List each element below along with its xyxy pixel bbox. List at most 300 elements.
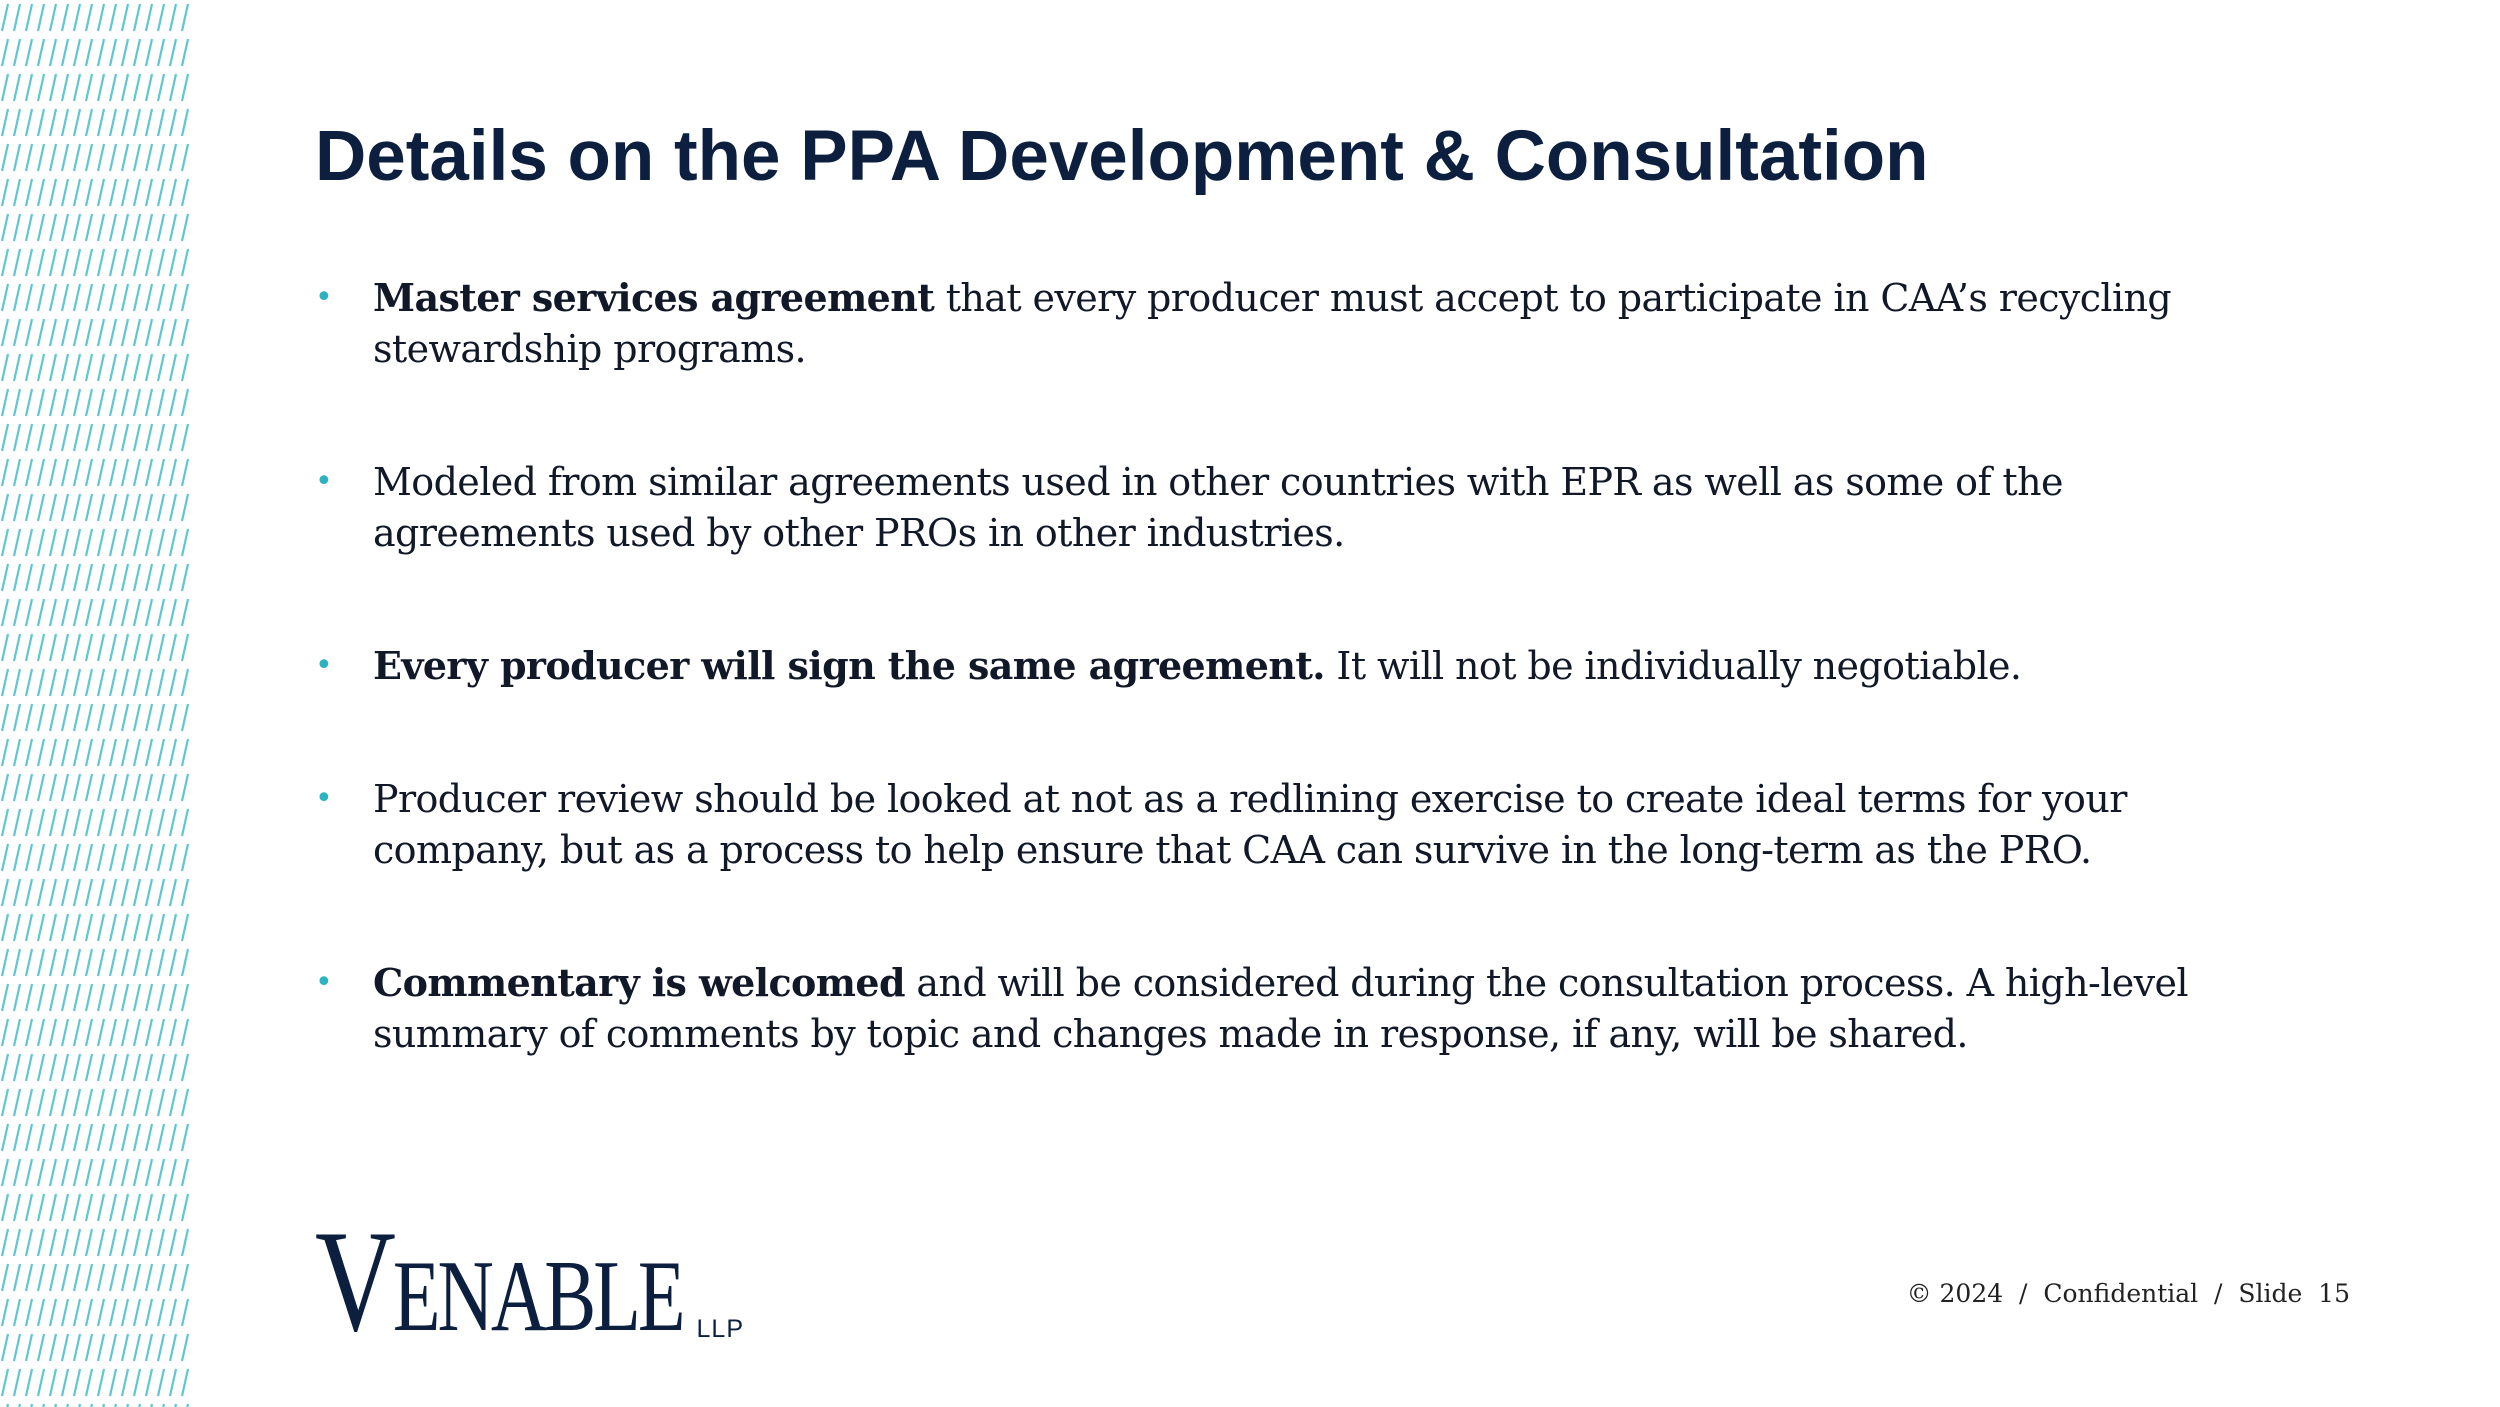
stripe-mark xyxy=(158,599,164,626)
stripe-mark xyxy=(122,1054,128,1081)
stripe-mark xyxy=(62,599,68,626)
stripe-mark xyxy=(38,1019,44,1046)
stripe-mark xyxy=(182,144,188,171)
stripe-mark xyxy=(14,984,20,1011)
stripe-mark xyxy=(62,284,68,311)
stripe-mark xyxy=(2,459,8,486)
stripe-mark xyxy=(2,1089,8,1116)
stripe-mark xyxy=(86,564,92,591)
stripe-mark xyxy=(26,1299,32,1326)
stripe-mark xyxy=(98,284,104,311)
stripe-mark xyxy=(170,599,176,626)
stripe-mark xyxy=(122,634,128,661)
stripe-mark xyxy=(26,599,32,626)
stripe-mark xyxy=(98,459,104,486)
bullet-item-3 xyxy=(315,640,2235,692)
stripe-mark xyxy=(26,214,32,241)
stripe-mark xyxy=(26,1194,32,1221)
stripe-mark xyxy=(86,74,92,101)
stripe-mark xyxy=(182,1124,188,1151)
stripe-mark xyxy=(122,1124,128,1151)
stripe-mark xyxy=(26,809,32,836)
stripe-mark xyxy=(122,74,128,101)
stripe-mark xyxy=(14,1019,20,1046)
stripe-mark xyxy=(14,1369,20,1396)
stripe-mark xyxy=(146,144,152,171)
stripe-mark xyxy=(158,564,164,591)
bullet-list xyxy=(315,272,2235,1141)
stripe-mark xyxy=(62,1124,68,1151)
stripe-mark xyxy=(74,424,80,451)
stripe-mark xyxy=(86,1159,92,1186)
stripe-mark xyxy=(74,1124,80,1151)
stripe-mark xyxy=(146,634,152,661)
stripe-mark xyxy=(62,949,68,976)
stripe-mark xyxy=(14,319,20,346)
stripe-mark xyxy=(182,704,188,731)
stripe-mark xyxy=(38,319,44,346)
stripe-mark xyxy=(98,1264,104,1291)
stripe-mark xyxy=(182,1019,188,1046)
stripe-mark xyxy=(86,354,92,381)
stripe-mark xyxy=(38,424,44,451)
stripe-mark xyxy=(110,389,116,416)
stripe-mark xyxy=(38,494,44,521)
stripe-mark xyxy=(50,844,56,871)
stripe-mark xyxy=(158,4,164,31)
stripe-mark xyxy=(134,1229,140,1256)
stripe-mark xyxy=(14,494,20,521)
stripe-mark xyxy=(14,1124,20,1151)
stripe-mark xyxy=(26,1019,32,1046)
stripe-mark xyxy=(2,144,8,171)
stripe-mark xyxy=(182,354,188,381)
stripe-mark xyxy=(182,389,188,416)
stripe-mark xyxy=(74,844,80,871)
stripe-mark xyxy=(86,1299,92,1326)
stripe-mark xyxy=(158,39,164,66)
stripe-mark xyxy=(50,1159,56,1186)
stripe-mark xyxy=(122,879,128,906)
stripe-mark xyxy=(158,1054,164,1081)
stripe-mark xyxy=(14,1229,20,1256)
stripe-mark xyxy=(170,634,176,661)
stripe-mark xyxy=(110,949,116,976)
stripe-mark xyxy=(2,774,8,801)
stripe-mark xyxy=(62,494,68,521)
stripe-mark xyxy=(86,704,92,731)
stripe-mark xyxy=(122,739,128,766)
stripe-mark xyxy=(86,599,92,626)
stripe-mark xyxy=(158,844,164,871)
stripe-mark xyxy=(50,39,56,66)
stripe-mark xyxy=(14,39,20,66)
stripe-mark xyxy=(146,249,152,276)
stripe-mark xyxy=(74,459,80,486)
stripe-mark xyxy=(134,984,140,1011)
stripe-mark xyxy=(38,914,44,941)
stripe-mark xyxy=(26,39,32,66)
stripe-mark xyxy=(62,914,68,941)
stripe-mark xyxy=(146,1089,152,1116)
stripe-mark xyxy=(146,424,152,451)
stripe-mark xyxy=(26,669,32,696)
slide-title: Details on the PPA Development & Consultation xyxy=(315,117,1929,196)
stripe-mark xyxy=(182,914,188,941)
stripe-mark xyxy=(98,1159,104,1186)
stripe-mark xyxy=(170,1369,176,1396)
stripe-mark xyxy=(50,809,56,836)
stripe-mark xyxy=(62,319,68,346)
stripe-mark xyxy=(74,1299,80,1326)
stripe-mark xyxy=(50,109,56,136)
stripe-mark xyxy=(110,74,116,101)
stripe-mark xyxy=(86,284,92,311)
logo-suffix: LLP xyxy=(696,1315,744,1343)
stripe-mark xyxy=(158,1194,164,1221)
stripe-mark xyxy=(26,74,32,101)
stripe-mark xyxy=(110,249,116,276)
stripe-mark xyxy=(14,144,20,171)
stripe-mark xyxy=(110,1054,116,1081)
stripe-mark xyxy=(38,669,44,696)
stripe-mark xyxy=(134,39,140,66)
bullet-body-text: that every producer must accept to participate in CAA’s recycling stewardship programs. xyxy=(373,276,2172,371)
stripe-mark xyxy=(146,669,152,696)
stripe-mark xyxy=(2,109,8,136)
stripe-mark xyxy=(2,1229,8,1256)
stripe-mark xyxy=(122,1229,128,1256)
stripe-mark xyxy=(74,949,80,976)
stripe-mark xyxy=(182,809,188,836)
stripe-mark xyxy=(122,39,128,66)
stripe-mark xyxy=(170,424,176,451)
stripe-mark xyxy=(134,1019,140,1046)
stripe-mark xyxy=(62,1019,68,1046)
stripe-mark xyxy=(74,739,80,766)
stripe-mark xyxy=(50,389,56,416)
stripe-mark xyxy=(182,739,188,766)
stripe-mark xyxy=(98,1054,104,1081)
diagonal-stripe-pattern xyxy=(0,0,202,1407)
stripe-mark xyxy=(122,1369,128,1396)
stripe-mark xyxy=(74,109,80,136)
bullet-lead-text: Commentary is welcomed xyxy=(373,960,905,1005)
stripe-mark xyxy=(110,109,116,136)
stripe-mark xyxy=(86,319,92,346)
stripe-mark xyxy=(62,634,68,661)
stripe-mark xyxy=(146,949,152,976)
stripe-mark xyxy=(146,459,152,486)
stripe-mark xyxy=(170,39,176,66)
stripe-mark xyxy=(74,284,80,311)
stripe-mark xyxy=(50,1019,56,1046)
stripe-mark xyxy=(2,704,8,731)
bullet-dot-icon: • xyxy=(315,648,333,683)
stripe-mark xyxy=(170,1229,176,1256)
stripe-mark xyxy=(14,529,20,556)
stripe-mark xyxy=(26,1159,32,1186)
stripe-mark xyxy=(50,634,56,661)
stripe-mark xyxy=(122,1159,128,1186)
stripe-mark xyxy=(50,984,56,1011)
stripe-mark xyxy=(62,459,68,486)
stripe-mark xyxy=(86,144,92,171)
bullet-item-5 xyxy=(315,957,2235,1060)
stripe-mark xyxy=(14,739,20,766)
stripe-mark xyxy=(134,529,140,556)
stripe-mark xyxy=(122,704,128,731)
stripe-mark xyxy=(26,249,32,276)
stripe-mark xyxy=(50,599,56,626)
stripe-mark xyxy=(50,879,56,906)
bullet-body-text: It will not be individually negotiable. xyxy=(1324,644,2022,688)
stripe-mark xyxy=(122,424,128,451)
stripe-mark xyxy=(74,179,80,206)
stripe-mark xyxy=(170,319,176,346)
stripe-mark xyxy=(14,844,20,871)
stripe-mark xyxy=(98,354,104,381)
stripe-mark xyxy=(110,39,116,66)
stripe-mark xyxy=(110,599,116,626)
stripe-mark xyxy=(170,844,176,871)
stripe-mark xyxy=(182,599,188,626)
stripe-mark xyxy=(134,704,140,731)
stripe-mark xyxy=(158,319,164,346)
stripe-mark xyxy=(38,1334,44,1361)
stripe-mark xyxy=(50,214,56,241)
stripe-mark xyxy=(158,494,164,521)
stripe-mark xyxy=(134,1334,140,1361)
stripe-mark xyxy=(38,1299,44,1326)
stripe-mark xyxy=(38,39,44,66)
stripe-mark xyxy=(110,1089,116,1116)
stripe-mark xyxy=(26,144,32,171)
stripe-mark xyxy=(74,1159,80,1186)
stripe-mark xyxy=(182,949,188,976)
stripe-mark xyxy=(146,844,152,871)
stripe-mark xyxy=(38,634,44,661)
stripe-mark xyxy=(86,39,92,66)
stripe-mark xyxy=(182,319,188,346)
stripe-mark xyxy=(182,1229,188,1256)
stripe-mark xyxy=(74,1089,80,1116)
stripe-mark xyxy=(50,1229,56,1256)
stripe-mark xyxy=(62,1159,68,1186)
stripe-mark xyxy=(134,1089,140,1116)
stripe-mark xyxy=(86,424,92,451)
stripe-mark xyxy=(38,459,44,486)
stripe-mark xyxy=(170,1054,176,1081)
stripe-mark xyxy=(2,564,8,591)
stripe-mark xyxy=(74,214,80,241)
stripe-mark xyxy=(122,389,128,416)
stripe-mark xyxy=(74,494,80,521)
stripe-mark xyxy=(182,529,188,556)
stripe-mark xyxy=(86,1019,92,1046)
stripe-mark xyxy=(2,424,8,451)
stripe-mark xyxy=(134,669,140,696)
stripe-mark xyxy=(26,284,32,311)
stripe-mark xyxy=(62,809,68,836)
stripe-mark xyxy=(38,774,44,801)
stripe-mark xyxy=(86,4,92,31)
stripe-mark xyxy=(146,1019,152,1046)
stripe-mark xyxy=(38,1229,44,1256)
stripe-mark xyxy=(2,949,8,976)
stripe-mark xyxy=(110,144,116,171)
stripe-mark xyxy=(170,704,176,731)
stripe-mark xyxy=(158,634,164,661)
stripe-mark xyxy=(50,1089,56,1116)
stripe-mark xyxy=(134,634,140,661)
stripe-mark xyxy=(182,634,188,661)
stripe-mark xyxy=(62,1054,68,1081)
stripe-mark xyxy=(146,284,152,311)
stripe-mark xyxy=(62,1229,68,1256)
stripe-mark xyxy=(86,844,92,871)
stripe-mark xyxy=(158,529,164,556)
stripe-mark xyxy=(74,1194,80,1221)
stripe-mark xyxy=(62,1334,68,1361)
stripe-mark xyxy=(182,39,188,66)
stripe-mark xyxy=(98,529,104,556)
stripe-mark xyxy=(2,879,8,906)
stripe-mark xyxy=(74,39,80,66)
stripe-mark xyxy=(110,1229,116,1256)
stripe-mark xyxy=(38,214,44,241)
stripe-mark xyxy=(158,914,164,941)
stripe-mark xyxy=(86,669,92,696)
stripe-mark xyxy=(146,1369,152,1396)
stripe-mark xyxy=(122,109,128,136)
stripe-mark xyxy=(182,1054,188,1081)
stripe-mark xyxy=(2,389,8,416)
bullet-body-text: and will be considered during the consultation process. A high-level summary of comments by topic and changes made in response, if any, will be shared. xyxy=(373,961,2188,1056)
stripe-mark xyxy=(146,319,152,346)
stripe-mark xyxy=(146,1264,152,1291)
stripe-mark xyxy=(146,564,152,591)
stripe-mark xyxy=(2,214,8,241)
stripe-mark xyxy=(146,1194,152,1221)
stripe-mark xyxy=(38,529,44,556)
stripe-mark xyxy=(2,1299,8,1326)
bullet-lead-text: Master services agreement xyxy=(373,275,935,320)
stripe-mark xyxy=(2,599,8,626)
stripe-mark xyxy=(170,459,176,486)
stripe-mark xyxy=(98,494,104,521)
stripe-mark xyxy=(62,354,68,381)
bullet-dot-icon: • xyxy=(315,280,333,315)
stripe-mark xyxy=(86,1264,92,1291)
stripe-mark xyxy=(62,4,68,31)
stripe-mark xyxy=(158,1124,164,1151)
stripe-mark xyxy=(74,564,80,591)
stripe-mark xyxy=(134,739,140,766)
stripe-mark xyxy=(50,459,56,486)
stripe-mark xyxy=(134,879,140,906)
stripe-mark xyxy=(146,4,152,31)
stripe-mark xyxy=(98,844,104,871)
stripe-mark xyxy=(98,599,104,626)
stripe-mark xyxy=(38,844,44,871)
stripe-mark xyxy=(86,774,92,801)
stripe-mark xyxy=(2,319,8,346)
stripe-mark xyxy=(170,1194,176,1221)
stripe-mark xyxy=(74,354,80,381)
stripe-mark xyxy=(62,1264,68,1291)
stripe-mark xyxy=(170,1334,176,1361)
stripe-mark xyxy=(134,249,140,276)
stripe-mark xyxy=(110,739,116,766)
stripe-mark xyxy=(2,914,8,941)
stripe-mark xyxy=(38,879,44,906)
stripe-mark xyxy=(170,109,176,136)
stripe-mark xyxy=(74,1369,80,1396)
stripe-mark xyxy=(110,529,116,556)
stripe-mark xyxy=(146,704,152,731)
stripe-mark xyxy=(134,144,140,171)
stripe-mark xyxy=(74,529,80,556)
stripe-mark xyxy=(62,1369,68,1396)
stripe-mark xyxy=(74,1229,80,1256)
stripe-mark xyxy=(50,144,56,171)
stripe-mark xyxy=(134,74,140,101)
stripe-mark xyxy=(110,774,116,801)
stripe-mark xyxy=(98,914,104,941)
stripe-mark xyxy=(2,1159,8,1186)
stripe-mark xyxy=(170,739,176,766)
stripe-mark xyxy=(170,809,176,836)
stripe-mark xyxy=(26,1229,32,1256)
stripe-mark xyxy=(86,634,92,661)
stripe-mark xyxy=(110,284,116,311)
stripe-mark xyxy=(38,389,44,416)
stripe-mark xyxy=(86,809,92,836)
stripe-mark xyxy=(182,494,188,521)
stripe-mark xyxy=(158,809,164,836)
stripe-mark xyxy=(50,564,56,591)
stripe-mark xyxy=(38,354,44,381)
stripe-mark xyxy=(110,1299,116,1326)
stripe-mark xyxy=(86,1334,92,1361)
stripe-mark xyxy=(158,984,164,1011)
stripe-mark xyxy=(122,529,128,556)
stripe-mark xyxy=(2,739,8,766)
stripe-mark xyxy=(62,529,68,556)
stripe-mark xyxy=(2,1334,8,1361)
stripe-mark xyxy=(50,179,56,206)
stripe-mark xyxy=(26,634,32,661)
stripe-mark xyxy=(98,809,104,836)
stripe-mark xyxy=(50,284,56,311)
stripe-mark xyxy=(50,914,56,941)
stripe-mark xyxy=(26,529,32,556)
stripe-mark xyxy=(158,249,164,276)
stripe-mark xyxy=(122,494,128,521)
stripe-mark xyxy=(14,1194,20,1221)
stripe-mark xyxy=(182,564,188,591)
bullet-dot-icon: • xyxy=(315,781,333,816)
stripe-mark xyxy=(86,529,92,556)
stripe-mark xyxy=(170,1264,176,1291)
stripe-mark xyxy=(86,459,92,486)
stripe-mark xyxy=(14,284,20,311)
stripe-mark xyxy=(134,354,140,381)
stripe-mark xyxy=(14,249,20,276)
stripe-mark xyxy=(158,1089,164,1116)
stripe-mark xyxy=(98,984,104,1011)
